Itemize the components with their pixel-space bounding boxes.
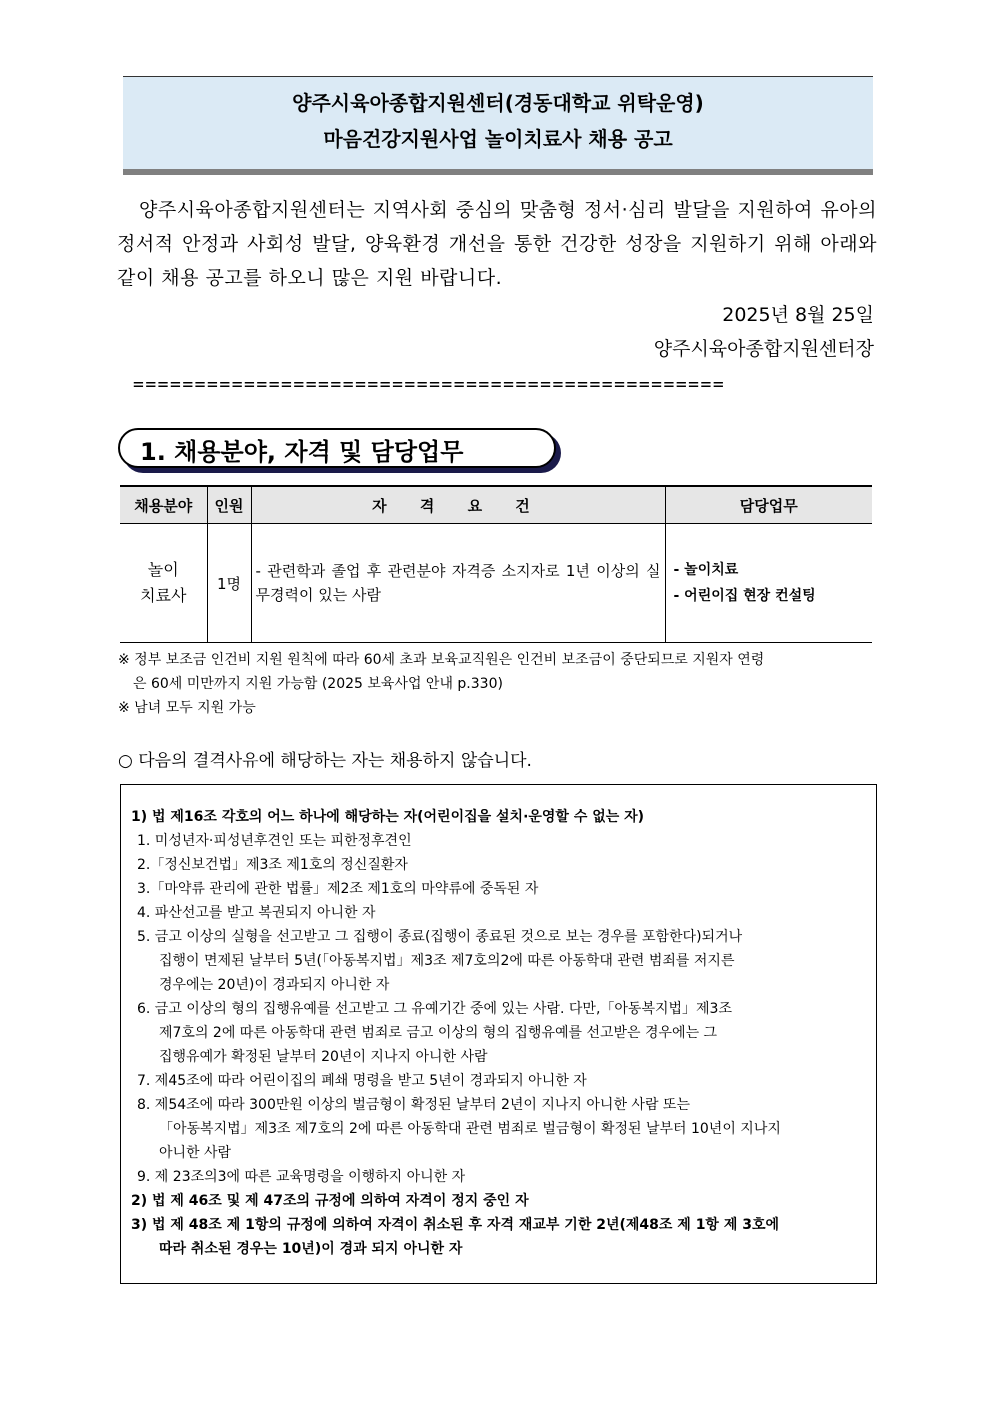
disqual-item: 3.「마약류 관리에 관한 법률」제2조 제1호의 마약류에 중독된 자	[137, 881, 539, 897]
title-box	[123, 76, 873, 169]
note-age-line1: ※ 정부 보조금 인건비 지원 원칙에 따라 60세 초과 보육교직원은 인건비 보조금이 중단되므로 지원자 연령	[118, 652, 765, 668]
disqual-item: 1. 미성년자·피성년후견인 또는 피한정후견인	[137, 833, 412, 849]
title-line-2: 마음건강지원사업 놀이치료사 채용 공고	[323, 127, 673, 151]
note-gender: ※ 남녀 모두 지원 가능	[118, 700, 256, 716]
header-qualification: 자 격 요 건	[251, 486, 665, 524]
table-header-row	[120, 486, 872, 524]
header-field: 채용분야	[120, 486, 207, 524]
cell-count: 1명	[207, 524, 251, 643]
disqualification-box	[120, 784, 877, 1284]
title-line-1: 양주시육아종합지원센터(경동대학교 위탁운영)	[292, 91, 704, 115]
disqualification-intro: ○ 다음의 결격사유에 해당하는 자는 채용하지 않습니다.	[118, 751, 532, 771]
announcement-date: 2025년 8월 25일	[722, 304, 874, 326]
intro-paragraph: 양주시육아종합지원센터는 지역사회 중심의 맞춤형 정서·심리 발달을 지원하여 유아의 정서적 안정과 사회성 발달, 양육환경 개선을 통한 건강한 성장을 지원하기 위해 아래와 같이 채용 공고를 하오니 많은 지원 바랍니다.	[117, 199, 877, 289]
cell-qualification: - 관련학과 졸업 후 관련분야 자격증 소지자로 1년 이상의 실무경력이 있는 사람	[251, 524, 665, 643]
disqual-item: 9. 제 23조의3에 따른 교육명령을 이행하지 아니한 자	[137, 1169, 466, 1185]
recruitment-table	[120, 485, 872, 643]
disqual-item: 1) 법 제16조 각호의 어느 하나에 해당하는 자(어린이집을 설치·운영할 수 없는 자)	[131, 809, 645, 825]
disqual-item: 제7호의 2에 따른 아동학대 관련 범죄로 금고 이상의 형의 집행유예를 선고받은 경우에는 그	[159, 1025, 718, 1041]
section-heading-1	[118, 428, 556, 468]
disqual-item: 집행유예가 확정된 날부터 20년이 지나지 아니한 사람	[159, 1049, 488, 1065]
cell-duty: - 놀이치료 - 어린이집 현장 컨설팅	[665, 524, 872, 643]
disqual-item: 2.「정신보건법」제3조 제1호의 정신질환자	[137, 857, 408, 873]
disqual-item: 3) 법 제 48조 제 1항의 규정에 의하여 자격이 취소된 후 자격 재교부 기한 2년(제48조 제 1항 제 3호에	[131, 1217, 780, 1233]
disqual-item: 5. 금고 이상의 실형을 선고받고 그 집행이 종료(집행이 종료된 것으로 보는 경우를 포함한다)되거나	[137, 929, 743, 945]
announcement-signer: 양주시육아종합지원센터장	[653, 338, 874, 360]
disqual-item: 8. 제54조에 따라 300만원 이상의 벌금형이 확정된 날부터 2년이 지나지 아니한 사람 또는	[137, 1097, 690, 1113]
disqual-item: 2) 법 제 46조 및 제 47조의 규정에 의하여 자격이 정지 중인 자	[131, 1193, 529, 1209]
table-row	[120, 524, 872, 643]
disqual-item: 집행이 면제된 날부터 5년(「아동복지법」제3조 제7호의2에 따른 아동학대 관련 범죄를 저지른	[159, 953, 735, 969]
header-duty: 담당업무	[665, 486, 872, 524]
header-count: 인원	[207, 486, 251, 524]
disqual-item: 4. 파산선고를 받고 복권되지 아니한 자	[137, 905, 376, 921]
disqual-item: 경우에는 20년)이 경과되지 아니한 자	[159, 977, 390, 993]
title-underline-bar	[123, 169, 873, 175]
section-heading-text: 1. 채용분야, 자격 및 담당업무	[140, 438, 464, 466]
disqual-item: 「아동복지법」제3조 제7호의 2에 따른 아동학대 관련 범죄로 벌금형이 확정된 날부터 10년이 지나지	[159, 1121, 781, 1137]
disqual-item: 따라 취소된 경우는 10년)이 경과 되지 아니한 자	[159, 1241, 463, 1257]
cell-field: 놀이 치료사	[120, 524, 207, 643]
separator-line: ================================================	[133, 374, 726, 395]
disqual-item: 아니한 사람	[159, 1145, 232, 1161]
note-age-line2: 은 60세 미만까지 지원 가능함 (2025 보육사업 안내 p.330)	[133, 676, 503, 692]
disqual-item: 6. 금고 이상의 형의 집행유예를 선고받고 그 유예기간 중에 있는 사람. 다만,「아동복지법」제3조	[137, 1001, 732, 1017]
disqual-item: 7. 제45조에 따라 어린이집의 폐쇄 명령을 받고 5년이 경과되지 아니한 자	[137, 1073, 587, 1089]
